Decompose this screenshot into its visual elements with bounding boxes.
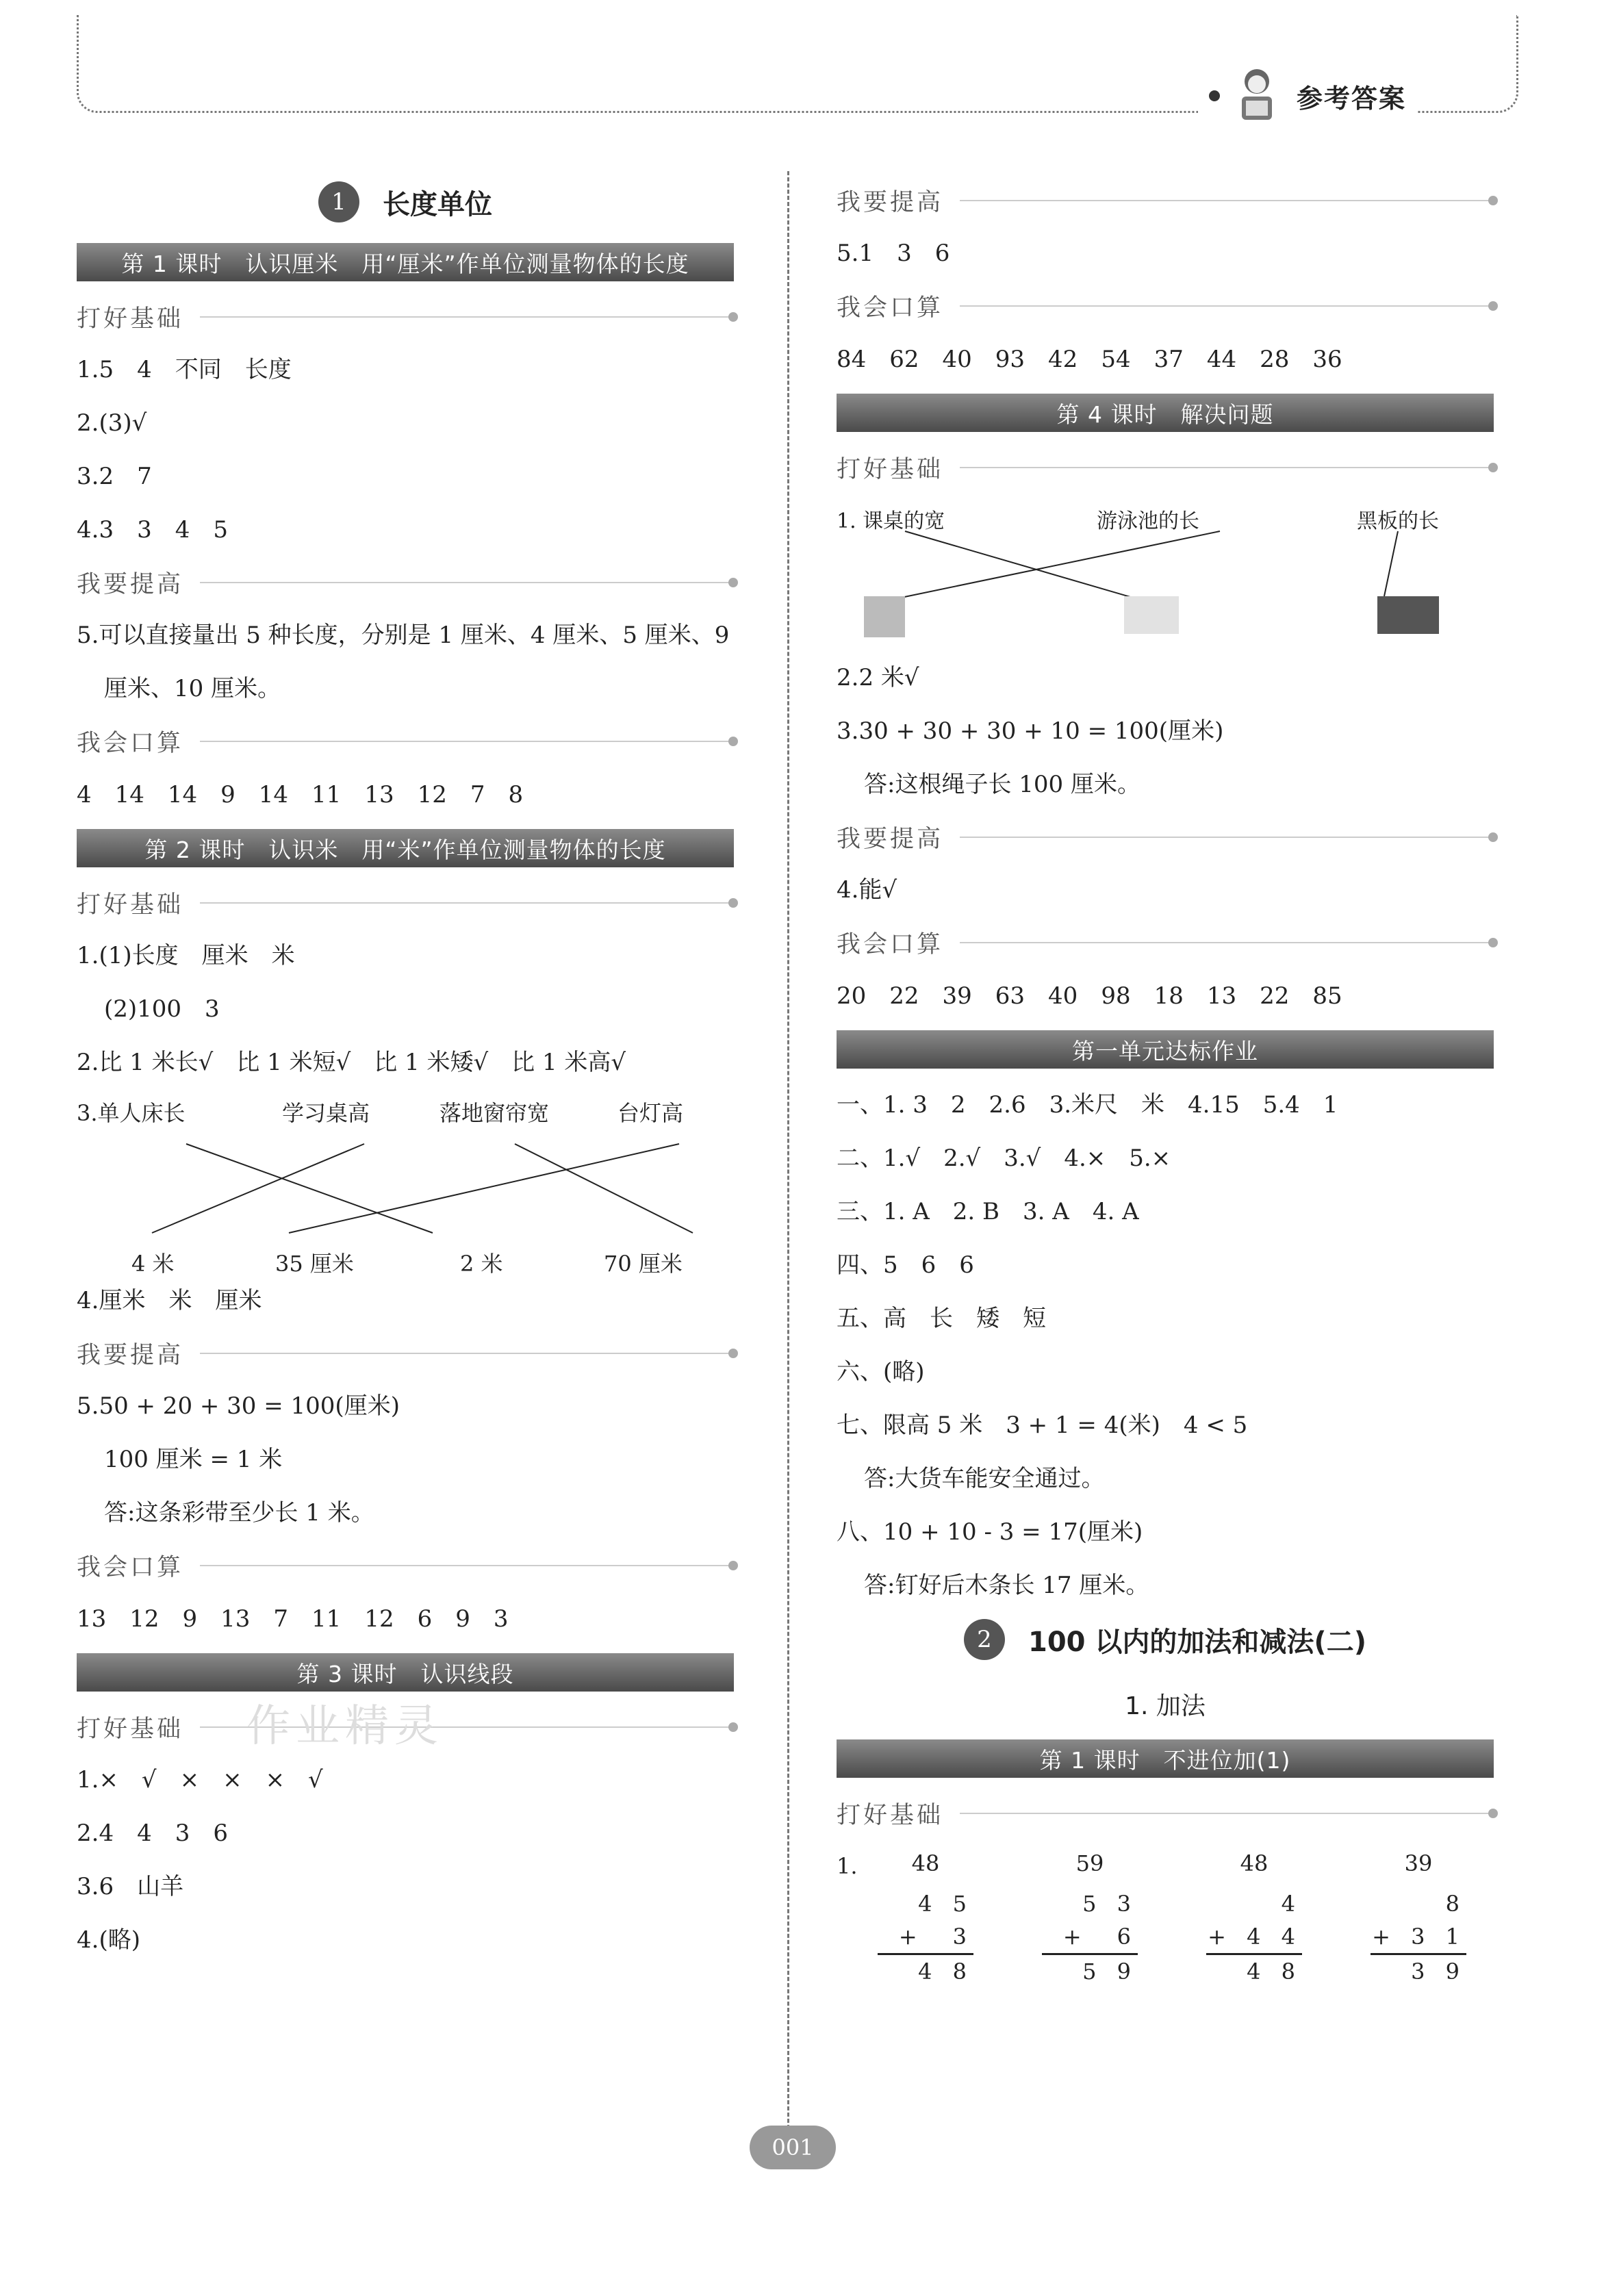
answer-line: 3.30 + 30 + 30 + 10 = 100(厘米) [837,717,1224,745]
answer-line: 七、限高 5 米 3 + 1 = 4(米) 4 < 5 [837,1412,1248,1439]
answer-line: 3.2 7 [77,463,152,490]
answer-line: 答:钉好后木条长 17 厘米。 [864,1572,1149,1599]
answer-line: 4.厘米 米 厘米 [77,1287,262,1314]
section-heading: 打好基础 [77,291,734,343]
lesson-bar: 第 4 课时 解决问题 [837,394,1494,432]
answer-line: 100 厘米 = 1 米 [104,1446,283,1473]
vertical-addition: 39 8 + 3 1 3 9 [1371,1839,1466,1997]
lesson-bar: 第 2 课时 认识米 用“米”作单位测量物体的长度 [77,829,734,867]
answer-line: 2.4 4 3 6 [77,1820,228,1847]
section-heading: 我要提高 [837,811,1494,863]
unit-heading [77,175,734,229]
answer-line: 2.比 1 米长√ 比 1 米短√ 比 1 米矮√ 比 1 米高√ [77,1049,626,1076]
match-label: 学习桌高 [282,1100,370,1126]
answer-line: 一、1. 3 2 2.6 3.米尺 米 4.15 5.4 1 [837,1091,1338,1119]
answer-line: 答:这根绳子长 100 厘米。 [864,771,1140,798]
vertical-addition: 48 4 + 4 4 4 8 [1206,1839,1302,1997]
match-label: 3.单人床长 [77,1100,186,1126]
section-heading: 打好基础 [837,442,1494,494]
answer-line: 5.可以直接量出 5 种长度，分别是 1 厘米、4 厘米、5 厘米、9 [77,622,730,649]
question-number: 1. [837,1853,858,1879]
section-heading: 打好基础 [77,877,734,929]
watermark: 作业精灵 [246,1701,444,1752]
match-label: 4 米 [131,1251,175,1277]
answer-line: 五、高 长 矮 短 [837,1305,1046,1332]
matching-diagram [77,1089,734,1277]
match-label: 游泳池的长 [1097,509,1199,533]
answer-line: 2.2 米√ [837,664,919,691]
unit-number: 2 [964,1619,1005,1660]
lesson-bar: 第 1 课时 认识厘米 用“厘米”作单位测量物体的长度 [77,243,734,281]
answer-line: 4.(略) [77,1926,140,1954]
section-heading: 我会口算 [837,280,1494,332]
header-label [1198,75,1417,116]
unit-heading [837,1612,1494,1667]
section-heading: 我要提高 [77,557,734,609]
section-heading: 我会口算 [77,1540,734,1592]
answer-line: (2)100 3 [104,995,220,1023]
answer-line: 厘米、10 厘米。 [104,675,281,702]
answer-line: 1.(1)长度 厘米 米 [77,942,295,969]
pool-picture [1124,596,1179,634]
unit-number: 1 [318,181,359,222]
section-heading: 打好基础 [837,1787,1494,1839]
section-heading: 我要提高 [837,175,1494,227]
matching-diagram [837,494,1494,651]
answer-line: 八、10 + 10 - 3 = 17(厘米) [837,1518,1143,1546]
header-title: 参考答案 [1297,83,1407,114]
answer-line: 三、1. A 2. B 3. A 4. A [837,1198,1139,1225]
answer-line: 3.6 山羊 [77,1873,184,1900]
answer-line: 六、(略) [837,1358,925,1386]
mental-math-answers: 84 62 40 93 42 54 37 44 28 36 [837,346,1342,373]
match-label: 70 厘米 [604,1251,683,1277]
mental-math-answers: 20 22 39 63 40 98 18 13 22 85 [837,982,1342,1010]
vertical-addition: 59 5 3 + 6 5 9 [1042,1839,1138,1997]
match-label: 1. 课桌的宽 [837,509,945,533]
section-heading: 我会口算 [837,917,1494,969]
answer-line: 二、1.√ 2.√ 3.√ 4.× 5.× [837,1145,1171,1172]
match-label: 35 厘米 [275,1251,354,1277]
section-heading: 我要提高 [77,1327,734,1379]
match-label: 2 米 [460,1251,503,1277]
reading-kid-icon [1229,65,1284,127]
match-label: 落地窗帘宽 [439,1100,550,1126]
answer-line: 1.× √ × × × √ [77,1766,323,1794]
section-heading: 我会口算 [77,715,734,767]
match-label: 台灯高 [617,1100,684,1126]
blackboard-picture [1377,596,1439,634]
column-divider [787,171,789,2129]
subsection-title: 1. 加法 [1125,1692,1206,1720]
page-number: 001 [750,2126,836,2169]
match-label: 黑板的长 [1357,509,1439,533]
unit-title: 长度单位 [383,188,492,220]
answer-line: 1.5 4 不同 长度 [77,356,292,383]
vertical-addition-row [837,1839,1494,1997]
section-heading: 打好基础 [77,1701,734,1753]
lesson-bar: 第 3 课时 认识线段 [77,1653,734,1692]
lesson-bar: 第一单元达标作业 [837,1030,1494,1069]
answer-line: 5.50 + 20 + 30 = 100(厘米) [77,1392,400,1420]
answer-line: 答:这条彩带至少长 1 米。 [104,1499,374,1527]
student-picture [864,596,905,637]
right-column [837,175,1494,1997]
answer-line: 2.(3)√ [77,409,147,437]
answer-line: 答:大货车能安全通过。 [864,1465,1105,1492]
answer-line: 4.3 3 4 5 [77,516,228,544]
answer-line: 4.能√ [837,876,897,904]
answer-line: 四、5 6 6 [837,1251,974,1279]
lesson-bar: 第 1 课时 不进位加(1) [837,1739,1494,1778]
vertical-addition: 48 4 5 + 3 4 8 [878,1839,973,1997]
answer-line: 5.1 3 6 [837,240,950,267]
mental-math-answers: 4 14 14 9 14 11 13 12 7 8 [77,781,524,808]
bullet-icon [1209,90,1220,101]
mental-math-answers: 13 12 9 13 7 11 12 6 9 3 [77,1605,509,1633]
unit-title: 100 以内的加法和减法(二) [1028,1626,1366,1658]
